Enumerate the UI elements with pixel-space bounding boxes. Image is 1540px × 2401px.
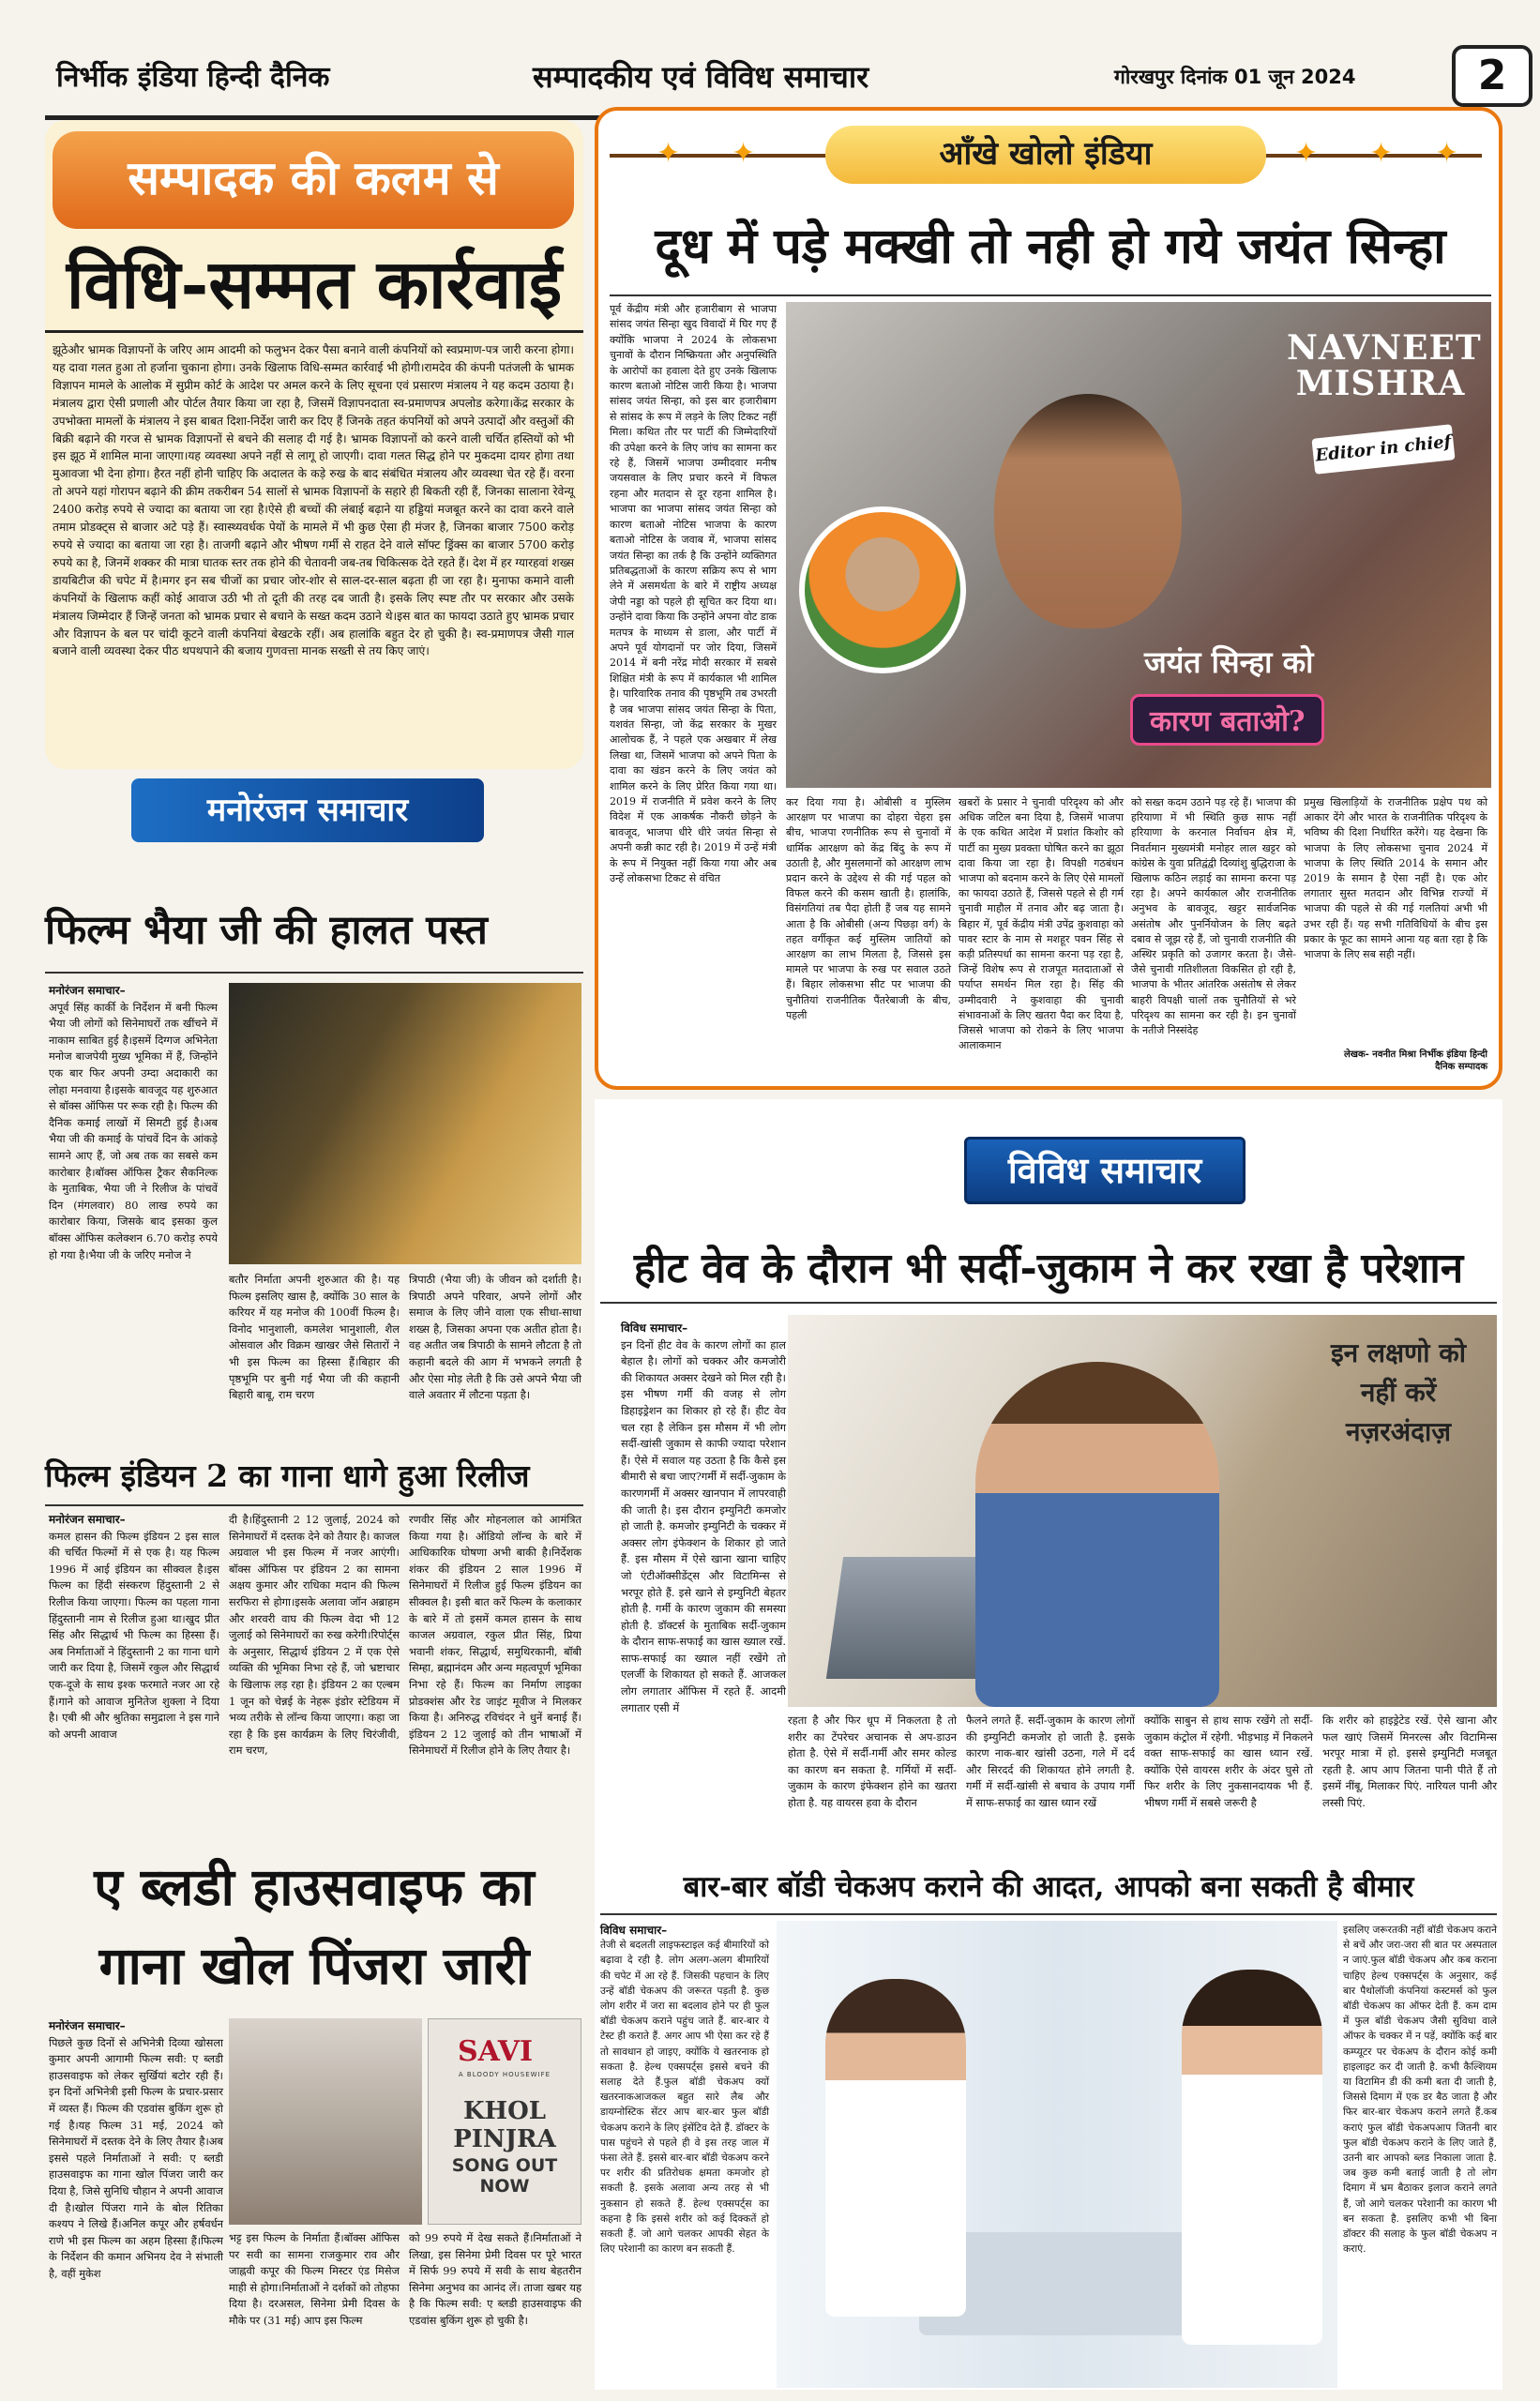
article-text: कमल हासन की फिल्म इंडियन 2 इस साल की चर्चित फिल्मों में से एक है। यह फिल्म 1996 में आई इंडियन का सीक्वल है।इस फिल्म का हिंदी संस्करण हिंदुस्तानी 2 से रिलीज किया जाएगा। फिल्म का पहला गाना हिंदुस्तानी नाम से रिलीज हुआ था।खुद प्रीत सिंह और सिद्धार्थ भी फिल्म का हिस्सा हैं।अब निर्माताओं ने हिंदुस्तानी 2 का गाना धागे जारी कर दिया है, जिसमें रकुल और सिद्धार्थ एक-दूजे के साथ इश्क फरमाते नजर आ रहे हैं।गाने को आवाज मुनितेज शुक्ला ने दिया है। एबी श्री और श्रुतिका समुद्राला ने इस गाने को अपनी आवाज xyxy=(49,1529,219,1741)
section-title: सम्पादकीय एवं विविध समाचार xyxy=(533,59,869,95)
editorial-headline: विधि-सम्मत कार्रवाई xyxy=(66,244,563,324)
article-column xyxy=(49,983,218,1442)
photo-caption: इन लक्षणो को नहीं करें नज़रअंदाज़ xyxy=(1330,1337,1467,1447)
byline: मनोरंजन समाचार– xyxy=(49,984,126,997)
editorial-text: झूठेऔर भ्रामक विज्ञापनों के जरिए आम आदमी को फलुभन देकर पैसा बनाने वाली कंपनियों को स्वप्रमाण-पत्र जारी करना होगा। यह दावा गलत हुआ तो हर्जाना चुकाना होगा। उनके खिलाफ विधि-सम्मत कार्रवाई भी होगी।रामदेव की कंपनी पतंजली के भ्रामक विज्ञापन मामले के आलोक में सुप्रीम कोर्ट के आदेश पर अमल करने के लिए सूचना एवं प्रसारण मंत्रालय ने यह कदम उठाया है। मंत्रालय द्वारा ऐसी प्रणाली और पोर्टल तैयार किया जा रहा है, जिसमें विज्ञापनदाता स्व-प्रमाणपत्र अपलोड करेगा।केंद्र सरकार के उपभोक्ता मामलों के मंत्रालय ने इस बाबत दिशा-निर्देश जारी कर दिए हैं जिनके तहत कंपनियों को अपने उत्पादों और वस्तुओं की बिक्री बढ़ाने की गरज से भ्रामक विज्ञापनों से बचने की सलाह दी गई है। भ्रामक विज्ञापनों को करने वाली चर्चित हस्तियों को भी इस झूठ में शामिल माना जाएगा।यह व्यवस्था अपने नहीं से लागू हो जाएगी। दावा गलत सिद्ध होने पर मुकदमा दायर होगा तथा मुआवजा भी देना होगा। हैरत नहीं होनी चाहिए कि अदालत के कड़े रुख के बाद संबंधित मंत्रालय और व्यवस्था चेत रहे हैं। वरना तो अपने यहां गोरापन बढ़ाने की क्रीम तकरीबन 54 सालों से भ्रामक विज्ञापनों के सहारे ही बिकती रही हैं, जिनका सालाना रेवेन्यू 2400 करोड़ रुपये से ज्यादा का बताया जा रहा है।ऐसे ही बच्चों की लंबाई बढ़ाने या हड्डियां मजबूत करने का दावा करने वाले तमाम प्रोडक्ट्स से बाजार अटे पड़े हैं। स्वास्थ्यवर्धक पेयों के मामले में भी कुछ ऐसा ही मंजर है, जिनका बाजार 7500 करोड़ रुपये से ज्यादा का बताया जा रहा है। ताजगी बढ़ाने और भीषण गर्मी से राहत देने वाले सॉफ्ट ड्रिंक्स का बाजार 5700 करोड़ रुपये का है, जिनमें शक्कर की मात्रा घातक स्तर तक होने की चेतावनी जब-तब चिकित्सक देते रहते हैं। देश में हर ग्यारहवां शख्स डायबिटीज की चपेट में है।मगर इन सब चीजों का प्रचार जोर-शोर से साल-दर-साल बढ़ता ही जा रहा है। मुनाफा कमाने वाली कंपनियों के खिलाफ कहीं कोई आवाज उठी भी तो दूती की तरह दब जाती है। इसके लिए स्पष्ट तौर पर सरकार और उसके मंत्रालय जिम्मेदार हैं जिन्हें जनता को भ्रामक प्रचार से बचाने के सख्त कदम उठाने थे।इस बात का फायदा उठाते हुए भ्रामक प्रचार और विज्ञापन के बल पर चांदी कूटने वाली कंपनियां बेखटके रहीं। अब हालांकि बहुत देर हो चुकी है। स्व-प्रमाणपत्र जैसी गाल बजाने वाली व्यवस्था देकर पीठ थपथपाने की बजाय गुणवत्ता मानक सख्ती से तय किए जाएं। xyxy=(53,343,574,658)
article-column: खबरों के प्रसार ने चुनावी परिदृश्य को और अधिक जटिल बना दिया है, जिसमें भाजपा के एक कथित आदेश में प्रशांत किशोर को पार्टी का मुख्य प्रवक्ता घोषित करने का झूठा दावा किया जा रहा है। विपक्षी गठबंधन भाजपा को बदनाम करने के लिए ऐसे मामलों का फायदा उठाते हैं, जिससे पहले से ही गर्म चुनावी माहौल में तनाव और बढ़ जाता है। बिहार में, पूर्व केंद्रीय मंत्री उपेंद्र कुशवाहा को पावर स्टार के नाम से मशहूर पवन सिंह से कड़ी प्रतिस्पर्धा का सामना करना पड़ रहा है, जिन्हें विशेष रूप से राजपूत मतदाताओं से पर्याप्त समर्थन मिल रहा है। सिंह की उम्मीदवारी ने कुशवाहा की चुनावी संभावनाओं के लिए खतरा पैदा कर दिया है, जिससे भाजपा को रोकने के लिए भाजपा आलाकमान xyxy=(959,796,1124,1052)
divider xyxy=(45,330,583,333)
star-icon: ✦ xyxy=(1435,137,1459,170)
article-column xyxy=(49,2018,223,2390)
article-column xyxy=(600,1923,769,2386)
article-column: रणवीर सिंह और मोहनलाल को आमंत्रित किया गया है। ऑडियो लॉन्च के बारे में आधिकारिक घोषणा अभी बाकी है।निर्देशक शंकर की इंडियन 2 साल 1996 में सिनेमाघरों में रिलीज हुई फिल्म इंडियन का सीक्वल है। इसी बात करें फिल्म के कलाकार के बारे में तो इसमें कमल हासन के साथ काजल अग्रवाल, रकुल प्रीत सिंह, प्रिया भवानी शंकर, सिद्धार्थ, समुथिरकानी, बॉबी सिम्हा, ब्रह्मानंदम और अन्य महत्वपूर्ण भूमिका निभा रहे हैं। फिल्म का निर्माण लाइका प्रोडक्शंस और रेड जाइंट मूवीज ने मिलकर किया है। अनिरुद्ध रविचंदर ने धुनें बनाई हैं। इंडियन 2 12 जुलाई को तीन भाषाओं में सिनेमाघरों में रिलीज होने के लिए तैयार है। xyxy=(409,1513,581,1758)
star-icon: ✦ xyxy=(657,137,681,170)
editorial-banner: सम्पादक की कलम से xyxy=(53,131,574,229)
poster-tagline: A BLOODY HOUSEWIFE xyxy=(458,2071,551,2078)
dateline: गोरखपुर दिनांक 01 जून 2024 xyxy=(1114,66,1356,88)
article-text: पिछले कुछ दिनों से अभिनेत्री दिव्या खोसला कुमार अपनी आगामी फिल्म सवी: ए ब्लडी हाउसवाइफ को लेकर सुर्खियां बटोर रही हैं।इन दिनों अभिनेत्री इसी फिल्म के प्रचार-प्रसार में व्यस्त हैं। फिल्म की एडवांस बुकिंग शुरू हो गई है।यह फिल्म 31 मई, 2024 को सिनेमाघरों में दस्तक देने के लिए तैयार है।अब इससे पहले निर्माताओं ने सवी: ए ब्लडी हाउसवाइफ का गाना खोल पिंजरा जारी कर दिया है, जिसे सुनिधि चौहान ने अपनी आवाज दी है।खोल पिंजरा गाने के बोल रितिका कश्यप ने लिखे हैं।अनिल कपूर और हर्षवर्धन राणे भी इस फिल्म का अहम हिस्सा हैं।फिल्म के निर्देशन की कमान अभिनय देव ने संभाली है, वहीं मुकेश xyxy=(49,2035,223,2280)
star-icon: ✦ xyxy=(732,137,756,170)
byline: मनोरंजन समाचार– xyxy=(49,2019,126,2032)
aankhe-kholo-logo: आँखे खोलो इंडिया xyxy=(825,126,1266,184)
portrait-figure xyxy=(994,394,1182,628)
photo-quote-line2: कारण बताओ? xyxy=(1130,694,1324,746)
article-text: तेजी से बदलती लाइफस्टाइल कई बीमारियों को बढ़ावा दे रही है. लोग अलग-अलग बीमारियों की चपेट में आ रहे हैं. जिसकी पहचान के लिए उन्हें बॉडी चेकअप की जरूरत पड़ती है. कुछ लोग शरीर में जरा सा बदलाव होने पर ही फुल बॉडी चेकअप कराने पहुंच जाते हैं. बार-बार ये टेस्ट ही कराते हैं. अगर आप भी ऐसा कर रहे हैं तो सावधान हो जाइए, क्योंकि ये खतरनाक हो सकता है. हेल्थ एक्सपर्ट्स इससे बचने की सलाह देते हैं.फुल बॉडी चेकअप क्यों खतरनाकआजकल बहुत सारे लैब और डायग्नोस्टिक सेंटर आप बार-बार फुल बॉडी चेकअप कराने के लिए इंसेंटिव देते हैं. डॉक्टर के पास पहुंचने से पहले ही वे इस तरह जाल में फंसा लेते हैं. इससे बार-बार बॉडी चेकअप करने पर शरीर की प्रतिरोधक क्षमता कमजोर हो सकती है. इसके अलावा अन्य तरह से भी नुकसान हो सकते हैं. हेल्थ एक्सपर्ट्स का कहना है कि इससे शरीर को कई दिक्कतें हो सकती हैं. जो आगे चलकर आपकी सेहत के लिए परेशानी का कारण बन सकती हैं. xyxy=(600,1940,769,2256)
article-text: इन दिनों हीट वेव के कारण लोगों का हाल बेहाल है। लोगों को चक्कर और कमजोरी की शिकायत अक्सर देखने को मिल रही है। इस भीषण गर्मी की वजह से लोग डिहाइड्रेशन का शिकार हो रहे हैं। हीट वेव चल रहा है लेकिन इस मौसम में भी लोग सर्दी-खांसी जुकाम से काफी ज्यादा परेशान हैं। ऐसे में सवाल यह उठता है कि कैसे इस बीमारी से बचा जाए?गर्मी में सर्दी-जुकाम के कारणगर्मी में अक्सर खानपान में लापरवाही की जाती है। इस दौरान इम्युनिटी कमजोर हो जाती है. कमजोर इम्युनिटी के चक्कर में अक्सर लोग इंफेक्शन के शिकार हो जाते हैं. इस मौसम में ऐसे खाना खाना चाहिए जो एंटीऑक्सीडेंट्स और विटामिन्स से भरपूर होते हैं. इसे खाने से इम्युनिटी बेहतर होती है. गर्मी के कारण जुकाम की समस्या होती है. डॉक्टर्स के मुताबिक सर्दी-जुकाम के दौरान साफ-सफाई का खास ख्याल रखें. साफ-सफाई का ख्याल नहीं रखेंगे तो एलर्जी के शिकायत हो सकते हैं. आजकल लोग लगातार ऑफिस में रहते हैं. आदमी लगातार एसी में xyxy=(621,1337,786,1714)
article-column: प्रमुख खिलाड़ियों के राजनीतिक प्रक्षेप पथ को आकार देंगे और भारत के राजनीतिक परिदृश्य के भविष्य की दिशा निर्धारित करेंगे। यह देखना कि भाजपा के लिए लोकसभा चुनाव 2024 में भाजपा के लिए स्थिति 2014 के समान और 2019 के समान है ऐसा नहीं है। एक ओर लगातार सुस्त मतदान और विभिन्न राज्यों में भाजपा की पहले से की गई गलतियां अभी भी उभर रही हैं। यह सभी गतिविधियों के बीच इस प्रकार के फूट का सामने आना यह बता रहा है कि भाजपा के लिए सब सही नहीं। xyxy=(1304,796,1487,961)
article-column xyxy=(49,1512,219,1821)
checkup-headline: बार-बार बॉडी चेकअप कराने की आदत, आपको बना सकती है बीमार xyxy=(683,1870,1414,1904)
article-column: त्रिपाठी (भैया जी) के जीवन को दर्शाती है।त्रिपाठी अपने परिवार, अपने लोगों और समाज के लिए जीने वाला एक सीधा-साधा शख्स है, जिसका अपना एक अतीत होता है।वह अतीत जब त्रिपाठी के सामने लौटता है तो कहानी बदले की आग में भभकने लगती है और ऐसा मोड़ लेती है कि उसे अपने भैया जी वाले अवतार में लौटना पड़ता है। xyxy=(409,1273,581,1402)
article-column: फैलने लगते हैं. सर्दी-जुकाम के कारण लोगों की इम्युनिटी कमजोर हो जाती है. इसके कारण नाक-बार खांसी उठना, गले में दर्द और सिरदर्द की शिकायत होने लगती है. गर्मी में सर्दी-खांसी से बचाव के उपाय गर्मी में साफ-सफाई का खास ध्यान रखें xyxy=(966,1714,1135,1809)
article-column: पूर्व केंद्रीय मंत्री और हजारीबाग से भाजपा सांसद जयंत सिन्हा खुद विवादों में घिर गए हैं क्योंकि भाजपा ने 2024 के लोकसभा चुनावों के दौरान निष्क्रियता और अनुपस्थिति के आरोपों का हवाला देते हुए उनके खिलाफ कारण बताओ नोटिस जारी किया है। भाजपा सांसद जयंत सिन्हा, को इस बार हजारीबाग से सांसद के रूप में लड़ने के लिए टिकट नहीं मिला। कथित तौर पर पार्टी की जिम्मेदारियों की उपेक्षा करने के लिए जांच का सामना कर रहे हैं, जिसमें भाजपा उम्मीदवार मनीष जयसवाल के लिए प्रचार करने में विफल रहना और मतदान से दूर रहना शामिल है। भाजपा का भाजपा सांसद जयंत सिन्हा को कारण बताओ नोटिस भाजपा के कारण बताओ नोटिस के जवाब में, भाजपा सांसद जयंत सिन्हा का तर्क है कि उन्होंने व्यक्तिगत प्रतिबद्धताओं के कारण सक्रिय रूप से भाग लेने में असमर्थता के बारे में राष्ट्रीय अध्यक्ष जेपी नड्डा को पहले ही सूचित कर दिया था। उन्होंने दावा किया कि उन्होंने अपना वोट डाक मतपत्र के माध्यम से डाला, और पार्टी में अपने पूर्व योगदानों पर जोर दिया, जिसमें 2014 में बनी नरेंद्र मोदी सरकार में सबसे शिक्षित मंत्री के रूप में कार्यकाल भी शामिल है। पारिवारिक तनाव की पृष्ठभूमि तब उभरती है जब भाजपा सांसद जयंत सिन्हा के पिता, यशवंत सिन्हा, जो केंद्र सरकार के मुखर आलोचक हैं, ने पहले एक अखबार में लेख लिखा था, जिसमें भाजपा को अपने पिता के दावा का खंडन करने के लिए जयंत को शामिल करने के लिए प्रेरित किया गया था। 2019 में राजनीति में प्रवेश करने के लिए विदेश में एक आकर्षक नौकरी छोड़ने के बावजूद, भाजपा धीरे धीरे जयंत सिन्हा से अपनी कन्नी काट रही है। 2019 में उन्हें मंत्री के रूप में नियुक्त नहीं किया गया और अब उन्हें लोकसभा टिकट से वंचित xyxy=(610,303,777,885)
article-column: रहता है और फिर धूप में निकलता है तो शरीर का टेंपरेचर अचानक से अप-डाउन होता है. ऐसे में सर्दी-गर्मी और समर कोल्ड का कारण बन सकता है. गर्मियों में सर्दी-जुकाम के कारण इंफेक्शन होने का खतरा होता है. यह वायरस हवा के दौरान xyxy=(788,1714,957,1809)
article-column: को 99 रुपये में देख सकते हैं।निर्माताओं ने लिखा, इस सिनेमा प्रेमी दिवस पर पूरे भारत में सिर्फ 99 रुपये में सवी के साथ बेहतरीन सिनेमा अनुभव का आनंद लें। ताजा खबर यह है कि फिल्म सवी: ए ब्लडी हाउसवाइफ की एडवांस बुकिंग शुरू हो चुकी है। xyxy=(409,2231,581,2327)
article-column: दी है।हिंदुस्तानी 2 12 जुलाई, 2024 को सिनेमाघरों में दस्तक देने को तैयार है। काजल अग्रवाल भी इस फिल्म में नजर आएंगी।बॉक्स ऑफिस पर इंडियन 2 का सामना अक्षय कुमार और राधिका मदान की फिल्म सरफिरा से होगा।इसके अलावा जॉन अब्राहम और शरवरी वाघ की फिल्म वेदा भी 12 जुलाई को सिनेमाघरों का रुख करेगी।रिपोर्ट्स के अनुसार, सिद्धार्थ इंडियन 2 में एक ऐसे व्यक्ति की भूमिका निभा रहे हैं, जो भ्रष्टाचार के खिलाफ लड़ रहा है। इंडियन 2 का एल्बम 1 जून को चेन्नई के नेहरू इंडोर स्टेडियम में भव्य तरीके से लॉन्च किया जाएगा। कहा जा रहा है कि इस कार्यक्रम के लिए चिरंजीवी, राम चरण, xyxy=(229,1513,400,1758)
poster-out: SONG OUT NOW xyxy=(451,2155,558,2197)
page-number: 2 xyxy=(1452,45,1532,107)
indian2-headline: फिल्म इंडियन 2 का गाना धागे हुआ रिलीज xyxy=(45,1457,530,1494)
divider xyxy=(45,1504,583,1506)
article-column: इसलिए जरूरतकी नहीं बॉडी चेकअप कराने से बचें और जरा-जरा सी बात पर अस्पताल न जाएं.फुल बॉडी चेकअप और कब कराना चाहिए हेल्थ एक्सपर्ट्स के अनुसार, कई बार पैथोलॉजी कंपनियां कस्टमर्स को फुल बॉडी चेकअप का ऑफर देती हैं. कम दाम में फुल बॉडी चेकअप जैसी सुविधा वाले ऑफर के चक्कर में न पड़ें, क्योंकि कई बार कम्प्यूटर पर चेकअप के दौरान कोई कमी हाइलाइट कर दी जाती है. कभी कैल्शियम या विटामिन डी की कमी बता दी जाती है, जिससे दिमाग में एक डर बैठ जाता है और फिर बार-बार चेकअप कराने लगते हैं.कब कराएं फुल बॉडी चेकअपआप जितनी बार फुल बॉडी चेकअप कराने के लिए जाते हैं, उतनी बार आपको ब्लड निकाला जाता है. जब कुछ कमी बताई जाती है तो लोग दिमाग में भ्रम बैठाकर इलाज कराने लगते हैं, जो आगे चलकर परेशानी का कारण भी बन सकता है. इसलिए कभी भी बिना डॉक्टर की सलाह के फुल बॉडी चेकअप न कराएं. xyxy=(1343,1925,1497,2256)
article-column: कर दिया गया है। ओबीसी व मुस्लिम आरक्षण पर भाजपा का दोहरा चेहरा इस बीच, भाजपा रणनीतिक रूप से चुनावों में धार्मिक आरक्षण को केंद्र बिंदु के रूप में उठाती है, और मुसलमानों को आरक्षण लाभ प्रदान करने के उद्देश्य से की गई पहल को विफल करने की कसम खाती है। हालांकि, विसंगतियां तब पैदा होती हैं जब यह सामने आता है कि ओबीसी (अन्य पिछड़ा वर्ग) के तहत वर्गीकृत कई मुस्लिम जातियों को आरक्षण का लाभ मिलता है, जिससे इस मामले पर भाजपा के रुख पर सवाल उठते हैं। बिहार लोकसभा सीट पर भाजपा की चुनौतियां राजनीतिक पैंतरेबाजी के बीच, पहली xyxy=(786,796,951,1021)
star-icon: ✦ xyxy=(1369,137,1394,170)
poster-title: SAVI xyxy=(458,2035,534,2068)
article-column xyxy=(621,1321,786,1836)
byline: विविध समाचार– xyxy=(621,1321,688,1335)
vividh-banner: विविध समाचार xyxy=(964,1137,1246,1204)
divider xyxy=(45,972,583,974)
bhaiyya-ji-headline: फिल्म भैया जी की हालत पस्त xyxy=(45,907,488,954)
person-figure xyxy=(975,1362,1219,1707)
photo-name-overlay: NAVNEET MISHRA xyxy=(1287,328,1482,403)
star-icon: ✦ xyxy=(1294,137,1319,170)
photo-quote-line1: जयंत सिन्हा को xyxy=(1144,644,1314,680)
article-column: कि शरीर को हाइड्रेटेड रखें. ऐसे खाना और फल खाएं जिसमें मिनरल्स और विटामिन्स भरपूर मात्रा में हो. इससे इम्युनिटी मजबूत रहती है. आप आप जितना पानी पीते हैं तो इसमें नींबू, मिलाकर पिएं. नारियल पानी और लस्सी पिएं. xyxy=(1322,1714,1497,1809)
heatwave-headline: हीट वेव के दौरान भी सर्दी-जुकाम ने कर रखा है परेशान xyxy=(633,1245,1464,1292)
photo-tag: Editor in chief xyxy=(1311,424,1455,474)
article-column: क्योंकि साबुन से हाथ साफ रखेंगे तो सर्दी-जुकाम कंट्रोल में रहेगी. भीड़भाड़ में निकलने वक्त साफ-सफाई का खास ध्यान रखें. क्योंकि ऐसे वायरस शरीर के अंदर घुसे तो फिर शरीर के लिए नुकसानदायक भी हैं. भीषण गर्मी में सबसे जरूरी है xyxy=(1144,1714,1313,1809)
nurse-figure xyxy=(825,1979,966,2317)
doctor-figure xyxy=(1182,1970,1322,2345)
divider xyxy=(600,1302,1497,1304)
byline: विविध समाचार– xyxy=(600,1924,668,1937)
manoranjan-banner: मनोरंजन समाचार xyxy=(131,778,484,842)
divider xyxy=(600,1913,1497,1915)
aankhe-kholo-headline: दूध में पड़े मक्खी तो नही हो गये जयंत सिन्हा xyxy=(655,218,1446,275)
byline: मनोरंजन समाचार– xyxy=(49,1513,126,1526)
bloody-housewife-headline: ए ब्लडी हाउसवाइफ का गाना खोल पिंजरा जारी xyxy=(94,1856,535,1996)
article-text: अपूर्व सिंह कार्की के निर्देशन में बनी फिल्म भैया जी लोगों को सिनेमाघरों तक खींचने में नाकाम साबित हुई है।इसमें दिग्गज अभिनेता मनोज बाजपेयी मुख्य भूमिका में हैं, जिन्होंने एक बार फिर अपनी उम्दा अदाकारी का लोहा मनवाया है।इसके बावजूद यह शुरुआत से बॉक्स ऑफिस पर रूक रही है। फिल्म की दैनिक कमाई लाखों में सिमटी हुई है।अब भैया जी की कमाई के पांचवें दिन के आंकड़े सामने आए हैं, जो अब तक का सबसे कम कारोबार है।बॉक्स ऑफिस ट्रैकर सैकनिल्क के मुताबिक, भैया जी ने रिलीज के पांचवें दिन (मंगलवार) 80 लाख रुपये का कारोबार किया, जिसके बाद इसका कुल बॉक्स ऑफिस कलेक्शन 6.70 करोड़ रुपये हो गया है।भैया जी के जरिए मनोज ने xyxy=(49,1000,218,1261)
inset-photo xyxy=(799,506,966,673)
article-column: भट्ट इस फिल्म के निर्माता हैं।बॉक्स ऑफिस पर सवी का सामना राजकुमार राव और जाह्नवी कपूर की फिल्म मिस्टर एंड मिसेज माही से होगा।निर्माताओं ने दर्शकों को तोहफा दिया है। दरअसल, सिनेमा प्रेमी दिवस के मौके पर (31 मई) आप इस फिल्म xyxy=(229,2231,400,2327)
bhaiyya-ji-photo xyxy=(229,983,581,1264)
author-credit: लेखक- नवनीत मिश्रा निर्भीक इंडिया हिन्दी दैनिक सम्पादक xyxy=(1344,1049,1487,1072)
article-column: बतौर निर्माता अपनी शुरुआत की है। यह फिल्म इसलिए खास है, क्योंकि 30 साल के करियर में यह मनोज की 100वीं फिल्म है।विनोद भानुशाली, कमलेश भानुशाली, शैल ओसवाल और विक्रम खाखर जैसे सितारों ने भी इस फिल्म का हिस्सा हैं।बिहार की पृष्ठभूमि पर बुनी गई भैया जी की कहानी बिहारी बाबू, राम चरण xyxy=(229,1273,400,1402)
article-column: को सख्त कदम उठाने पड़ रहे हैं। भाजपा की हरियाणा में भी स्थिति कुछ साफ नहीं हरियाणा के करनाल निर्वाचन क्षेत्र में, निवर्तमान मुख्यमंत्री मनोहर लाल खट्टर को कांग्रेस के युवा प्रतिद्वंद्वी दिव्यांशु बुद्धिराजा के खिलाफ कठिन लड़ाई का सामना करना पड़ रहा है। अपने कार्यकाल और राजनीतिक अनुभव के बावजूद, खट्टर सार्वजनिक असंतोष और पुनर्नियोजन के लिए बढ़ते दबाव से जूझ रहे हैं, जो चुनावी राजनीति की अस्थिर प्रकृति को उजागर करता है। जैसे-जैसे चुनावी गतिशीलता विकसित हो रही है, भाजपा के भीतर आंतरिक असंतोष से लेकर बाहरी विपक्षी चालों तक चुनौतियों से भरे परिदृश्य का सामना कर रही है। इन चुनावों के नतीजे निस्संदेह xyxy=(1131,796,1296,1037)
poster-song: KHOL PINJRA xyxy=(453,2097,556,2153)
divya-khosla-photo xyxy=(229,2018,422,2225)
paper-name: निर्भीक इंडिया हिन्दी दैनिक xyxy=(56,61,330,94)
divider xyxy=(610,294,1491,296)
